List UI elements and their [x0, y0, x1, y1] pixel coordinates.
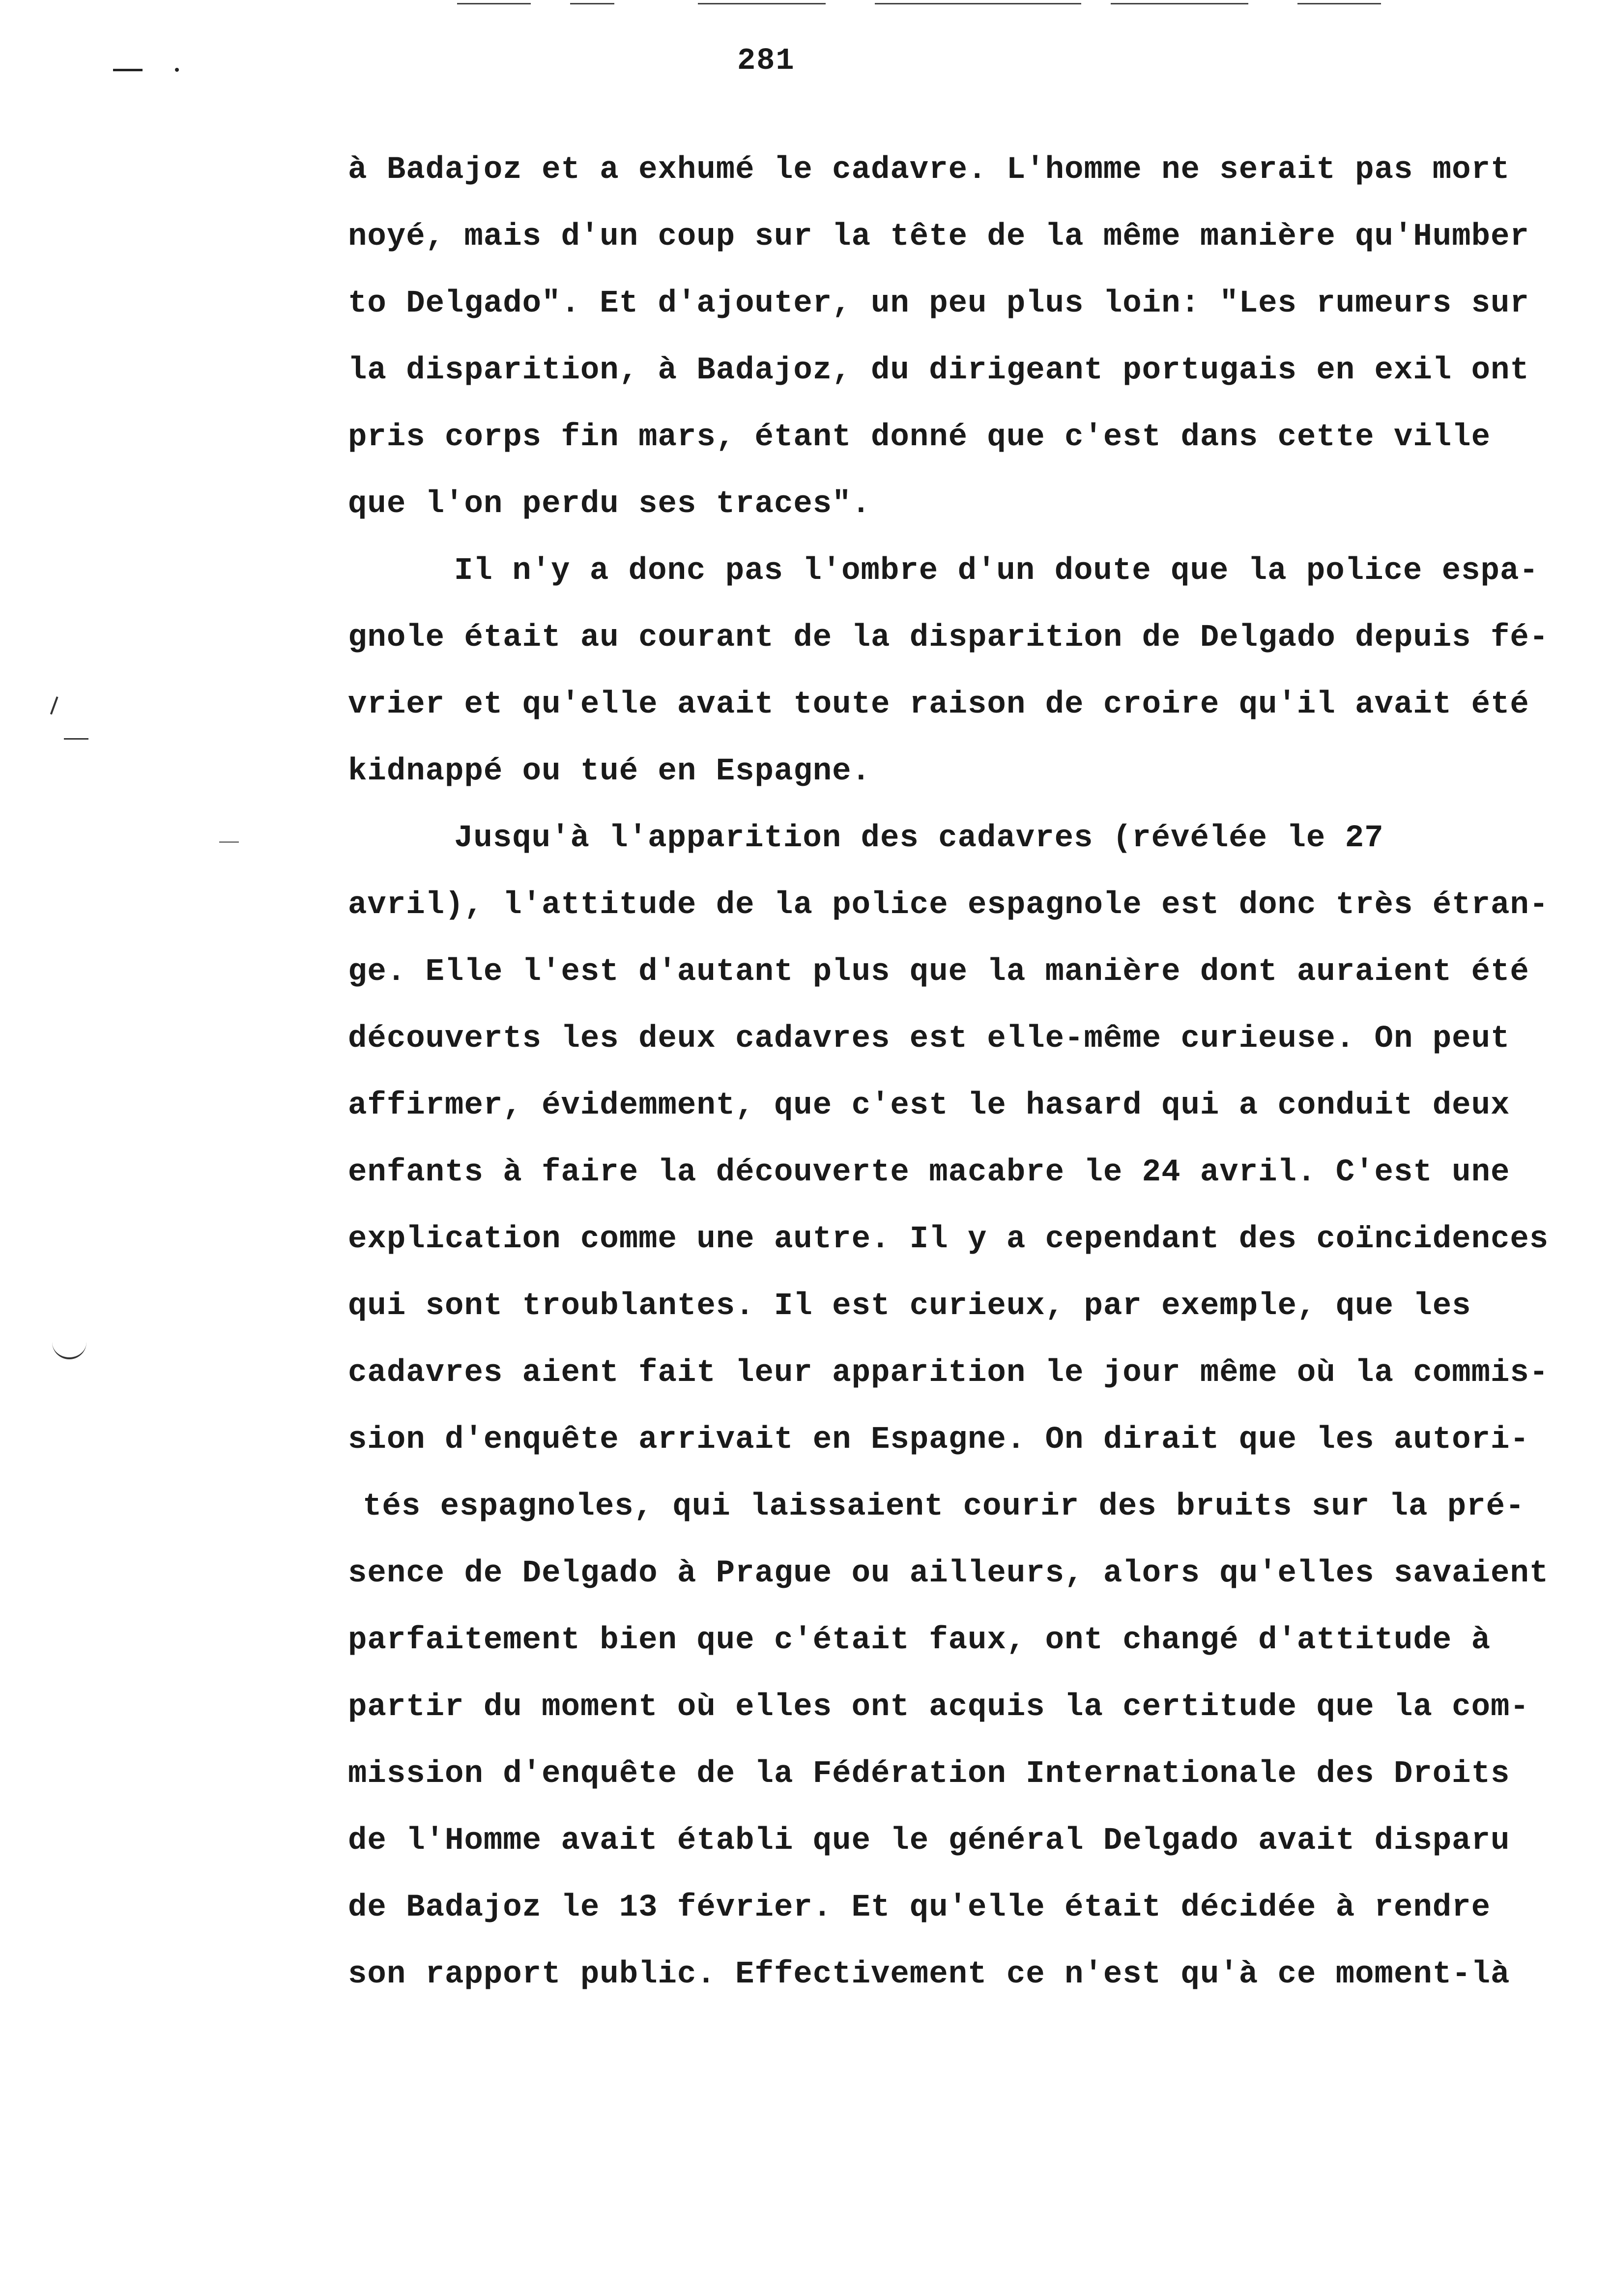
text-line: affirmer, évidemment, que c'est le hasard qui a conduit deux — [348, 1088, 1510, 1123]
text-line: to Delgado". Et d'ajouter, un peu plus loin: "Les rumeurs sur — [348, 286, 1529, 321]
body-text — [348, 137, 1606, 2008]
text-line: enfants à faire la découverte macabre le 24 avril. C'est une — [348, 1155, 1510, 1190]
page-number: 281 — [737, 43, 795, 78]
text-line: la disparition, à Badajoz, du dirigeant portugais en exil ont — [348, 353, 1529, 388]
text-line: qui sont troublantes. Il est curieux, par exemple, que les — [348, 1289, 1471, 1324]
top-edge-rule — [1111, 3, 1248, 4]
text-line: Il n'y a donc pas l'ombre d'un doute que la police espa- — [454, 553, 1539, 589]
text-line: son rapport public. Effectivement ce n'est qu'à ce moment-là — [348, 1957, 1510, 1992]
top-edge-rule — [457, 3, 531, 4]
text-line: que l'on perdu ses traces". — [348, 487, 871, 522]
text-line: sion d'enquête arrivait en Espagne. On dirait que les autori- — [348, 1422, 1529, 1458]
text-line: cadavres aient fait leur apparition le jour même où la commis- — [348, 1355, 1549, 1391]
text-line: de Badajoz le 13 février. Et qu'elle était décidée à rendre — [348, 1890, 1491, 1925]
text-line: mission d'enquête de la Fédération Internationale des Droits — [348, 1756, 1510, 1792]
margin-dash-mark — [113, 69, 143, 71]
text-line: vrier et qu'elle avait toute raison de croire qu'il avait été — [348, 687, 1529, 722]
text-line: noyé, mais d'un coup sur la tête de la même manière qu'Humber — [348, 219, 1529, 255]
text-line: sence de Delgado à Prague ou ailleurs, alors qu'elles savaient — [348, 1556, 1549, 1591]
top-edge-rule — [570, 3, 614, 4]
text-line: avril), l'attitude de la police espagnole est donc très étran- — [348, 888, 1549, 923]
margin-dash-mark — [64, 738, 88, 740]
text-line: pris corps fin mars, étant donné que c'est dans cette ville — [348, 420, 1491, 455]
text-line: explication comme une autre. Il y a cependant des coïncidences — [348, 1222, 1549, 1257]
margin-curve-mark — [52, 1341, 86, 1359]
text-line: ge. Elle l'est d'autant plus que la manière dont auraient été — [348, 954, 1529, 990]
top-edge-rule — [1297, 3, 1381, 4]
text-line: Jusqu'à l'apparition des cadavres (révélée le 27 — [454, 821, 1384, 856]
margin-dash-mark — [219, 841, 239, 843]
text-line: découverts les deux cadavres est elle-même curieuse. On peut — [348, 1021, 1510, 1057]
text-line: gnole était au courant de la disparition de Delgado depuis fé- — [348, 620, 1549, 656]
text-line: kidnappé ou tué en Espagne. — [348, 754, 871, 789]
text-line: de l'Homme avait établi que le général Delgado avait disparu — [348, 1823, 1510, 1859]
text-line: tés espagnoles, qui laissaient courir des bruits sur la pré- — [363, 1489, 1525, 1524]
margin-dot-mark — [175, 68, 179, 72]
top-edge-rule — [875, 3, 1081, 4]
top-edge-rule — [698, 3, 826, 4]
text-line: à Badajoz et a exhumé le cadavre. L'homme ne serait pas mort — [348, 152, 1510, 188]
text-line: partir du moment où elles ont acquis la certitude que la com- — [348, 1690, 1529, 1725]
text-line: parfaitement bien que c'était faux, ont changé d'attitude à — [348, 1623, 1491, 1658]
margin-stroke-mark — [50, 696, 62, 716]
